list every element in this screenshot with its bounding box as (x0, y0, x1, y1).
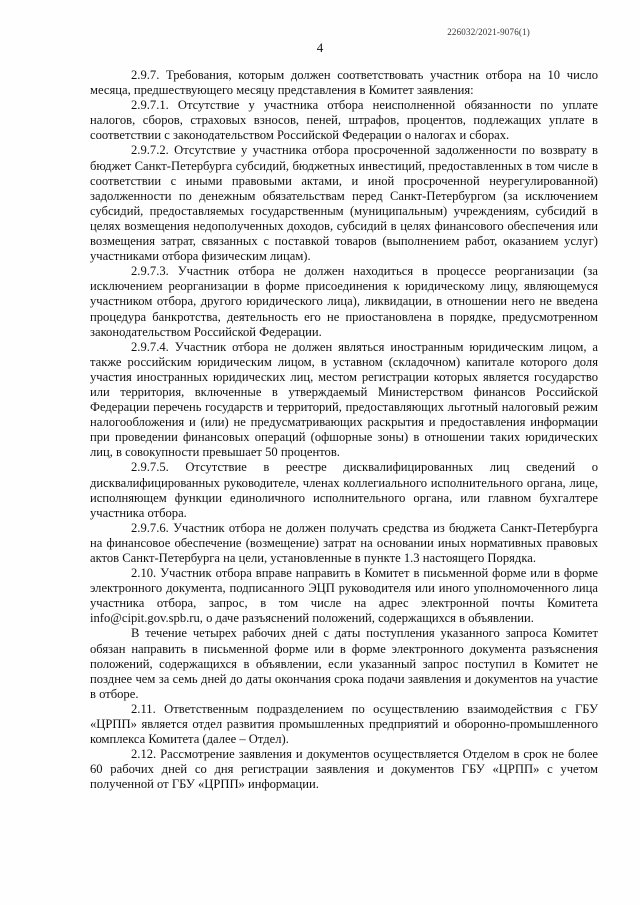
paragraph-2-9-7-5: 2.9.7.5. Отсутствие в реестре дисквалифицированных лиц сведений о дисквалифицированных руководителе, членах коллегиального исполнительного органа, лице, исполняющем функции единоличного исполнительного органа, или главном бухгалтере участника отбора. (90, 460, 598, 520)
paragraph-2-11: 2.11. Ответственным подразделением по осуществлению взаимодействия с ГБУ «ЦРПП» является отдел развития промышленных предприятий и оборонно-промышленного комплекса Комитета (далее – Отдел). (90, 701, 598, 747)
paragraph-2-9-7-3: 2.9.7.3. Участник отбора не должен находиться в процессе реорганизации (за исключением реорганизации в форме присоединения к юридическому лицу, являющемуся участником отбора, другого юридического лица), ликвидации, в отношении него не введена процедура банкротства, деятельность его не приостановлена в порядке, предусмотренном законодательством Российской Федерации. (90, 264, 598, 339)
document-body (90, 68, 598, 793)
paragraph-2-10: 2.10. Участник отбора вправе направить в Комитет в письменной форме или в форме электронного документа, подписанного ЭЦП руководителя или иного уполномоченного лица участника отбора, запрос, в том числе на адрес электронной почты Комитета info@cipit.gov.spb.ru, о даче разъяснений положений, содержащихся в объявлении. (90, 566, 598, 626)
paragraph-2-9-7-4: 2.9.7.4. Участник отбора не должен являться иностранным юридическим лицом, а также российским юридическим лицом, в уставном (складочном) капитале которого доля участия иностранных юридических лиц, местом регистрации которых является государство или территория, включенные в утверждаемый Министерством финансов Российской Федерации перечень государств и территорий, предоставляющих льготный налоговый режим налогообложения и (или) не предусматривающих раскрытия и предоставления информации при проведении финансовых операций (офшорные зоны) в отношении таких юридических лиц, в совокупности превышает 50 процентов. (90, 339, 598, 460)
document-registration-number: 226032/2021-9076(1) (447, 27, 530, 37)
paragraph-2-9-7-6: 2.9.7.6. Участник отбора не должен получать средства из бюджета Санкт-Петербурга на финансовое обеспечение (возмещение) затрат на основании иных нормативных правовых актов Санкт-Петербурга на цели, установленные в пункте 1.3 настоящего Порядка. (90, 520, 598, 565)
paragraph-2-12: 2.12. Рассмотрение заявления и документов осуществляется Отделом в срок не более 60 рабочих дней со дня регистрации заявления и документов ГБУ «ЦРПП» с учетом полученной от ГБУ «ЦРПП» информации. (90, 747, 598, 792)
paragraph-2-9-7-2: 2.9.7.2. Отсутствие у участника отбора просроченной задолженности по возврату в бюджет Санкт-Петербурга субсидий, бюджетных инвестиций, предоставленных в том числе в соответствии с иными правовыми актами, и иной просроченной неурегулированной) задолженности по денежным обязательствам перед Санкт-Петербургом (за исключением субсидий, предоставляемых государственным (муниципальным) учреждениям, субсидий в целях возмещения недополученных доходов, субсидий в целях финансового обеспечения или возмещения затрат, связанных с поставкой товаров (выполнением работ, оказанием услуг) участниками отбора физическим лицам). (90, 143, 598, 264)
paragraph-2-10-response: В течение четырех рабочих дней с даты поступления указанного запроса Комитет обязан направить в письменной форме или в форме электронного документа разъяснения положений, содержащихся в объявлении, если указанный запрос поступил в Комитет не позднее чем за семь дней до даты окончания срока подачи заявления и документов на участие в отборе. (90, 626, 598, 701)
page-number: 4 (316, 40, 324, 55)
paragraph-2-9-7: 2.9.7. Требования, которым должен соответствовать участник отбора на 10 число месяца, предшествующего месяцу представления в Комитет заявления: (90, 68, 598, 98)
paragraph-2-9-7-1: 2.9.7.1. Отсутствие у участника отбора неисполненной обязанности по уплате налогов, сборов, страховых взносов, пеней, штрафов, процентов, подлежащих уплате в соответствии с законодательством Российской Федерации о налогах и сборах. (90, 98, 598, 143)
